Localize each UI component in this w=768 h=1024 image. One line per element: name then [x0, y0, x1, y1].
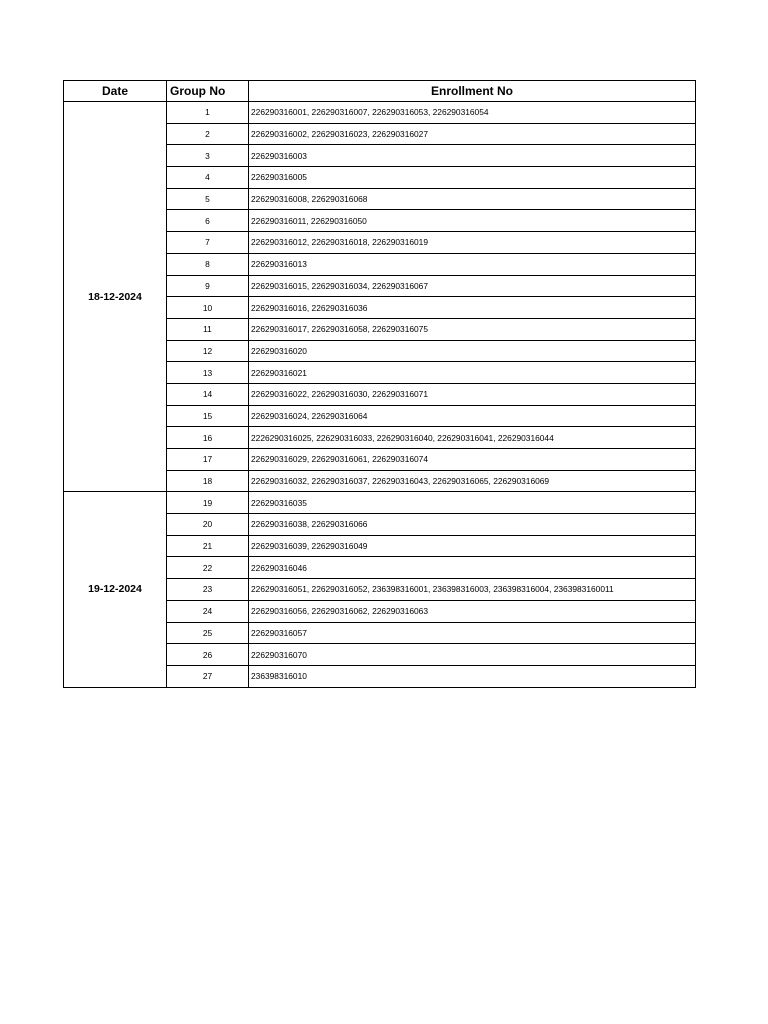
enrollment-no-cell: 226290316016, 226290316036 [249, 297, 696, 319]
enrollment-no-cell: 226290316005 [249, 167, 696, 189]
enrollment-no-cell: 226290316057 [249, 622, 696, 644]
enrollment-no-cell: 226290316002, 226290316023, 226290316027 [249, 123, 696, 145]
enrollment-no-cell: 226290316020 [249, 340, 696, 362]
schedule-sheet [63, 80, 695, 688]
enrollment-schedule-table [63, 80, 696, 688]
date-cell: 18-12-2024 [64, 102, 167, 492]
group-no-cell: 26 [167, 644, 249, 666]
group-no-cell: 4 [167, 167, 249, 189]
table-row [64, 492, 696, 514]
group-no-cell: 8 [167, 253, 249, 275]
enrollment-no-cell: 226290316001, 226290316007, 226290316053, 226290316054 [249, 102, 696, 124]
group-no-cell: 20 [167, 514, 249, 536]
group-no-cell: 10 [167, 297, 249, 319]
group-no-cell: 13 [167, 362, 249, 384]
group-no-cell: 12 [167, 340, 249, 362]
group-no-cell: 24 [167, 600, 249, 622]
group-no-cell: 3 [167, 145, 249, 167]
group-no-cell: 7 [167, 232, 249, 254]
group-no-cell: 23 [167, 579, 249, 601]
group-no-cell: 22 [167, 557, 249, 579]
group-no-cell: 17 [167, 449, 249, 471]
group-no-cell: 1 [167, 102, 249, 124]
enrollment-no-cell: 226290316015, 226290316034, 226290316067 [249, 275, 696, 297]
group-no-cell: 6 [167, 210, 249, 232]
enrollment-no-cell: 236398316010 [249, 665, 696, 687]
enrollment-no-cell: 226290316046 [249, 557, 696, 579]
group-no-cell: 9 [167, 275, 249, 297]
enrollment-no-cell: 226290316032, 226290316037, 226290316043, 226290316065, 226290316069 [249, 470, 696, 492]
table-row [64, 102, 696, 124]
group-no-cell: 14 [167, 383, 249, 405]
header-group-no: Group No [167, 81, 249, 102]
enrollment-no-cell: 226290316022, 226290316030, 226290316071 [249, 383, 696, 405]
enrollment-no-cell: 226290316011, 226290316050 [249, 210, 696, 232]
table-body [64, 102, 696, 688]
enrollment-no-cell: 226290316035 [249, 492, 696, 514]
enrollment-no-cell: 226290316008, 226290316068 [249, 188, 696, 210]
group-no-cell: 25 [167, 622, 249, 644]
table-header-row [64, 81, 696, 102]
enrollment-no-cell: 226290316013 [249, 253, 696, 275]
enrollment-no-cell: 226290316003 [249, 145, 696, 167]
group-no-cell: 5 [167, 188, 249, 210]
enrollment-no-cell: 226290316029, 226290316061, 226290316074 [249, 449, 696, 471]
enrollment-no-cell: 226290316056, 226290316062, 226290316063 [249, 600, 696, 622]
group-no-cell: 18 [167, 470, 249, 492]
group-no-cell: 21 [167, 535, 249, 557]
group-no-cell: 27 [167, 665, 249, 687]
enrollment-no-cell: 226290316051, 226290316052, 236398316001, 236398316003, 236398316004, 2363983160011 [249, 579, 696, 601]
group-no-cell: 2 [167, 123, 249, 145]
enrollment-no-cell: 226290316024, 226290316064 [249, 405, 696, 427]
enrollment-no-cell: 2226290316025, 226290316033, 226290316040, 226290316041, 226290316044 [249, 427, 696, 449]
enrollment-no-cell: 226290316017, 226290316058, 226290316075 [249, 318, 696, 340]
group-no-cell: 19 [167, 492, 249, 514]
date-cell: 19-12-2024 [64, 492, 167, 687]
group-no-cell: 11 [167, 318, 249, 340]
header-enrollment-no: Enrollment No [249, 81, 696, 102]
enrollment-no-cell: 226290316039, 226290316049 [249, 535, 696, 557]
header-date: Date [64, 81, 167, 102]
enrollment-no-cell: 226290316070 [249, 644, 696, 666]
enrollment-no-cell: 226290316021 [249, 362, 696, 384]
enrollment-no-cell: 226290316038, 226290316066 [249, 514, 696, 536]
group-no-cell: 16 [167, 427, 249, 449]
enrollment-no-cell: 226290316012, 226290316018, 226290316019 [249, 232, 696, 254]
group-no-cell: 15 [167, 405, 249, 427]
